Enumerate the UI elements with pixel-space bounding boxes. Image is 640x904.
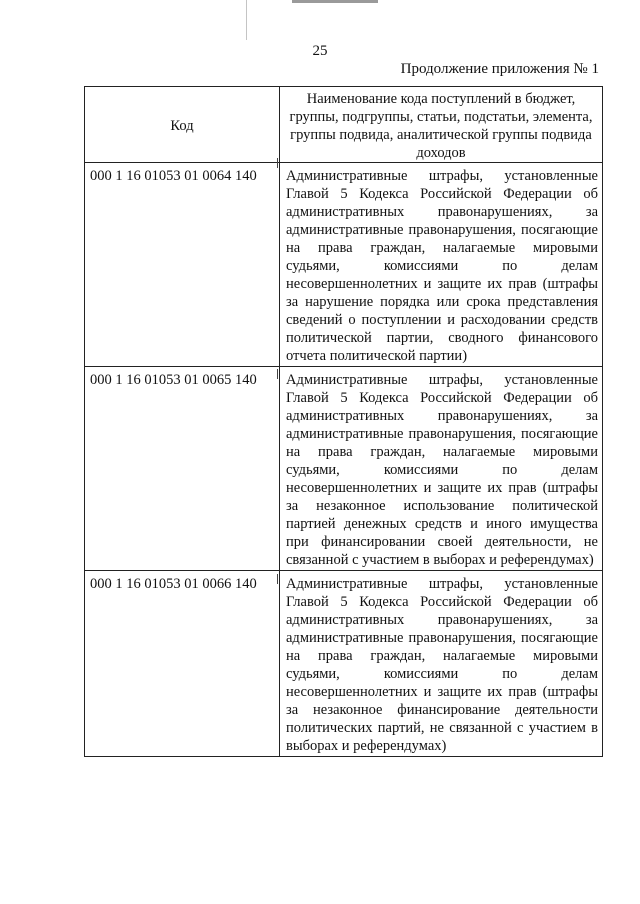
table-header-row (85, 87, 603, 163)
scan-stroke (277, 574, 278, 584)
scan-fold-line (246, 0, 247, 40)
scan-stroke (277, 369, 278, 379)
row-code: 000 1 16 01053 01 0064 140 (85, 163, 280, 367)
row-description: Административные штрафы, установленные Главой 5 Кодекса Российской Федерации об административных правонарушениях, за административные правонарушения, посягающие на права граждан, налагаемые мировыми судьями, комиссиями по делам несовершеннолетних и защите их прав (штрафы за нарушение порядка или срока представления сведений о поступлении и расходовании средств политической партии, сводного финансового отчета политической партии) (280, 163, 603, 367)
table-row (85, 571, 603, 757)
header-name: Наименование кода поступлений в бюджет, группы, подгруппы, статьи, подстатьи, элемента, группы подвида, аналитической группы подвида доходов (280, 87, 603, 163)
header-code: Код (85, 87, 280, 163)
top-edge-mark (292, 0, 378, 3)
page-number: 25 (312, 43, 328, 59)
row-code: 000 1 16 01053 01 0066 140 (85, 571, 280, 757)
row-code: 000 1 16 01053 01 0065 140 (85, 367, 280, 571)
continuation-label: Продолжение приложения № 1 (400, 61, 599, 77)
revenue-codes-table (84, 86, 603, 757)
scan-stroke (277, 158, 278, 168)
table-row (85, 367, 603, 571)
row-description: Административные штрафы, установленные Главой 5 Кодекса Российской Федерации об административных правонарушениях, за административные правонарушения, посягающие на права граждан, налагаемые мировыми судьями, комиссиями по делам несовершеннолетних и защите их прав (штрафы за незаконное использование политической партией денежных средств и иного имущества при финансировании своей деятельности, не связанной с участием в выборах и референдумах) (280, 367, 603, 571)
row-description: Административные штрафы, установленные Главой 5 Кодекса Российской Федерации об административных правонарушениях, за административные правонарушения, посягающие на права граждан, налагаемые мировыми судьями, комиссиями по делам несовершеннолетних и защите их прав (штрафы за незаконное финансирование деятельности политических партий, не связанной с участием в выборах и референдумах) (280, 571, 603, 757)
table-row (85, 163, 603, 367)
